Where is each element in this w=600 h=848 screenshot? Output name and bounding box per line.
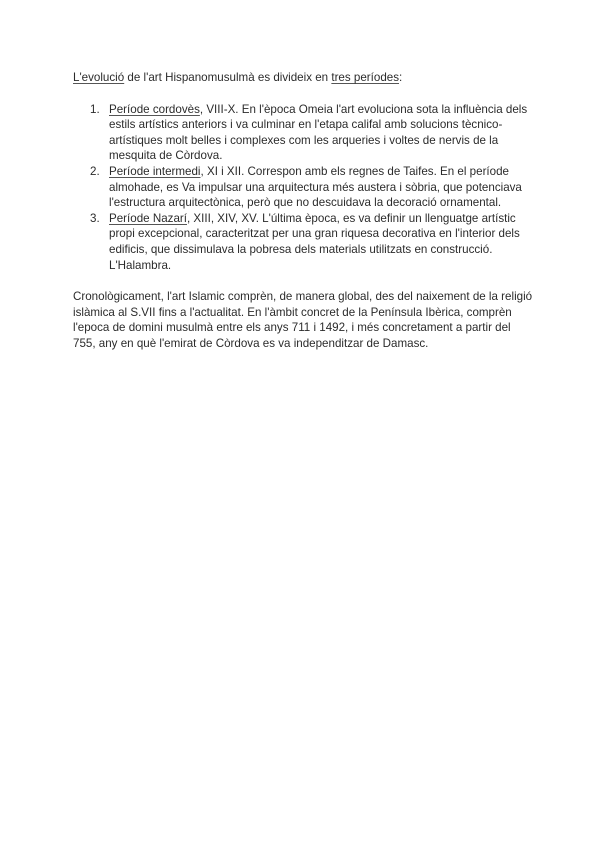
intro-underlined-term: L'evolució [73, 71, 125, 84]
closing-paragraph: Cronològicament, l'art Islamic comprèn, de manera global, des del naixement de la religió islàmica al S.VII fins a l'actualitat. En l'àmbit concret de la Península Ibèrica, comprèn l'epoca de domini musulmà entre els anys 711 i 1492, i més concretament a partir del 755, any en què l'emirat de Còrdova es va independitzar de Damasc. [73, 290, 533, 350]
intro-text: de l'art Hispanomusulmà es divideix en [124, 71, 332, 84]
period-name: Període Nazarí [109, 211, 187, 225]
list-item [73, 102, 533, 164]
intro-underlined-periods: tres períodes [331, 71, 400, 84]
periods-list [73, 102, 533, 274]
list-item-number: 3. [90, 211, 100, 225]
list-item [73, 164, 533, 211]
period-description: , XI i XII. Correspon amb els regnes de Taifes. En el període almohade, es Va impulsar una arquitectura més austera i sòbria, que potenciava l'estructura arquitectònica, però que no descuidava la decoració ornamental. [109, 164, 522, 210]
period-name: Període intermedi [109, 164, 201, 178]
period-name: Període cordovès [109, 102, 200, 116]
list-item [73, 211, 533, 273]
list-item-number: 2. [90, 164, 100, 178]
list-item-number: 1. [90, 102, 100, 116]
period-description: , XIII, XIV, XV. L'última època, es va definir un llenguatge artístic propi excepcional, caracteritzat per una gran riquesa decorativa en l'interior dels edificis, que dissimulava la pobresa dels materials utilitzats en construcció. L'Halambra. [109, 211, 520, 272]
intro-paragraph [73, 70, 533, 86]
document-body [73, 70, 533, 352]
period-description: , VIII-X. En l'època Omeia l'art evoluciona sota la influència dels estils artístics anteriors i va culminar en l'etapa califal amb solucions tècnico-artístiques molt belles i complexes com les arqueries i voltes de nervis de la mesquita de Còrdova. [109, 102, 528, 163]
intro-colon: : [399, 71, 403, 84]
